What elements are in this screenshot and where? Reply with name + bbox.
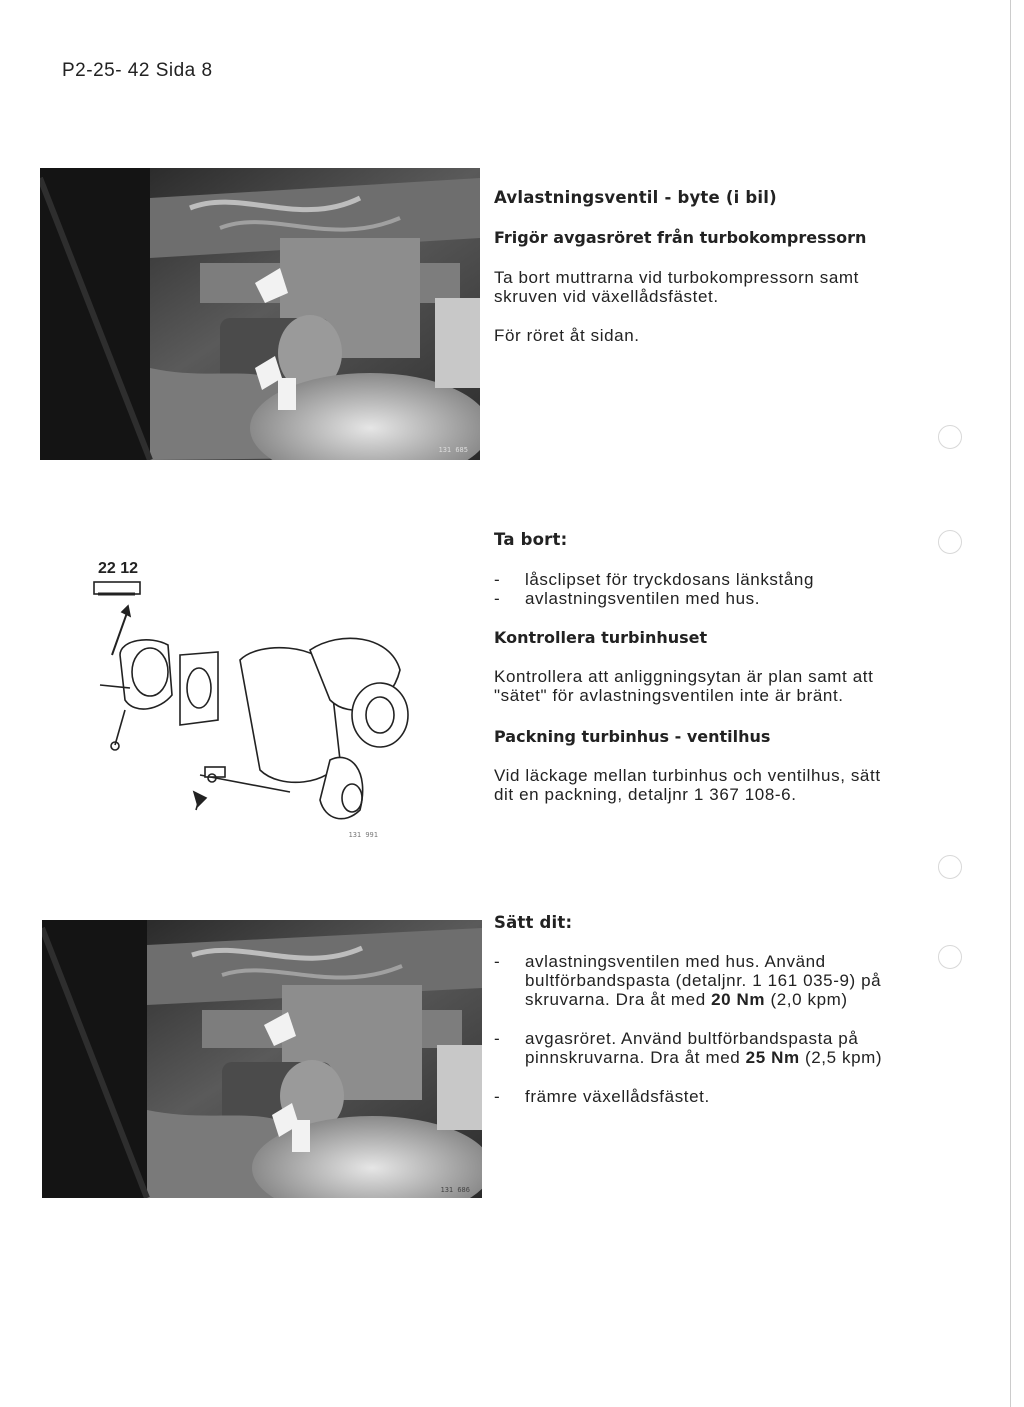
section-title-remove: Ta bort: [494, 530, 568, 549]
list-item: - låsclipset för tryckdosans länkstång [494, 570, 894, 589]
engine-photo-top [40, 168, 480, 460]
heading-gasket: Packning turbinhus - ventilhus [494, 727, 771, 746]
torque-value-1: 20 Nm [711, 990, 766, 1009]
paragraph-remove-nuts: Ta bort muttrarna vid turbokompressorn samt skruven vid växellådsfästet. [494, 268, 859, 306]
section-title-install: Sätt dit: [494, 913, 573, 932]
section-remove-check [494, 530, 894, 804]
install-list [494, 952, 894, 1106]
binder-hole-mark [938, 855, 962, 879]
binder-hole-mark [938, 425, 962, 449]
install-item-1-tail: (2,0 kpm) [765, 990, 848, 1009]
paragraph-gasket: Vid läckage mellan turbinhus och ventilhus, sätt dit en packning, detaljnr 1 367 108-6. [494, 766, 881, 804]
torque-value-2: 25 Nm [745, 1048, 800, 1067]
list-item [494, 1029, 885, 1067]
page-edge-line [1010, 0, 1011, 1407]
diagram-ref-label: 22 12 [98, 560, 139, 577]
install-item-2-tail: (2,5 kpm) [799, 1048, 883, 1067]
turbo-exploded-diagram [90, 560, 450, 845]
heading-check-turbine: Kontrollera turbinhuset [494, 628, 708, 647]
page-header: P2-25- 42 Sida 8 [62, 60, 213, 81]
remove-list [494, 570, 894, 608]
paragraph-check-turbine: Kontrollera att anliggningsytan är plan samt att "sätet" för avlastningsventilen inte är bränt. [494, 667, 874, 705]
section-title: Avlastningsventil - byte (i bil) [494, 188, 777, 207]
list-item: - främre växellådsfästet. [494, 1087, 894, 1106]
binder-hole-mark [938, 945, 962, 969]
paragraph-move-pipe: För röret åt sidan. [494, 326, 640, 345]
subheading-release-exhaust: Frigör avgasröret från turbokompressorn [494, 228, 867, 247]
list-item [494, 952, 885, 1009]
engine-photo-bottom [42, 920, 482, 1198]
photo2-caption: 131 686 [440, 1186, 470, 1194]
install-item-1-text: avlastningsventilen med hus. Använd bultförbandspasta (detaljnr. 1 161 035-9) på skruvarna. Dra åt med [525, 952, 882, 1009]
diagram-caption: 131 991 [348, 831, 378, 839]
list-item: - avlastningsventilen med hus. [494, 589, 894, 608]
section-wastegate-replace [494, 188, 894, 345]
section-install [494, 913, 894, 1106]
binder-hole-mark [938, 530, 962, 554]
install-item-2-text: avgasröret. Använd bultförbandspasta på pinnskruvarna. Dra åt med [525, 1029, 859, 1067]
photo1-caption: 131 685 [438, 446, 468, 454]
